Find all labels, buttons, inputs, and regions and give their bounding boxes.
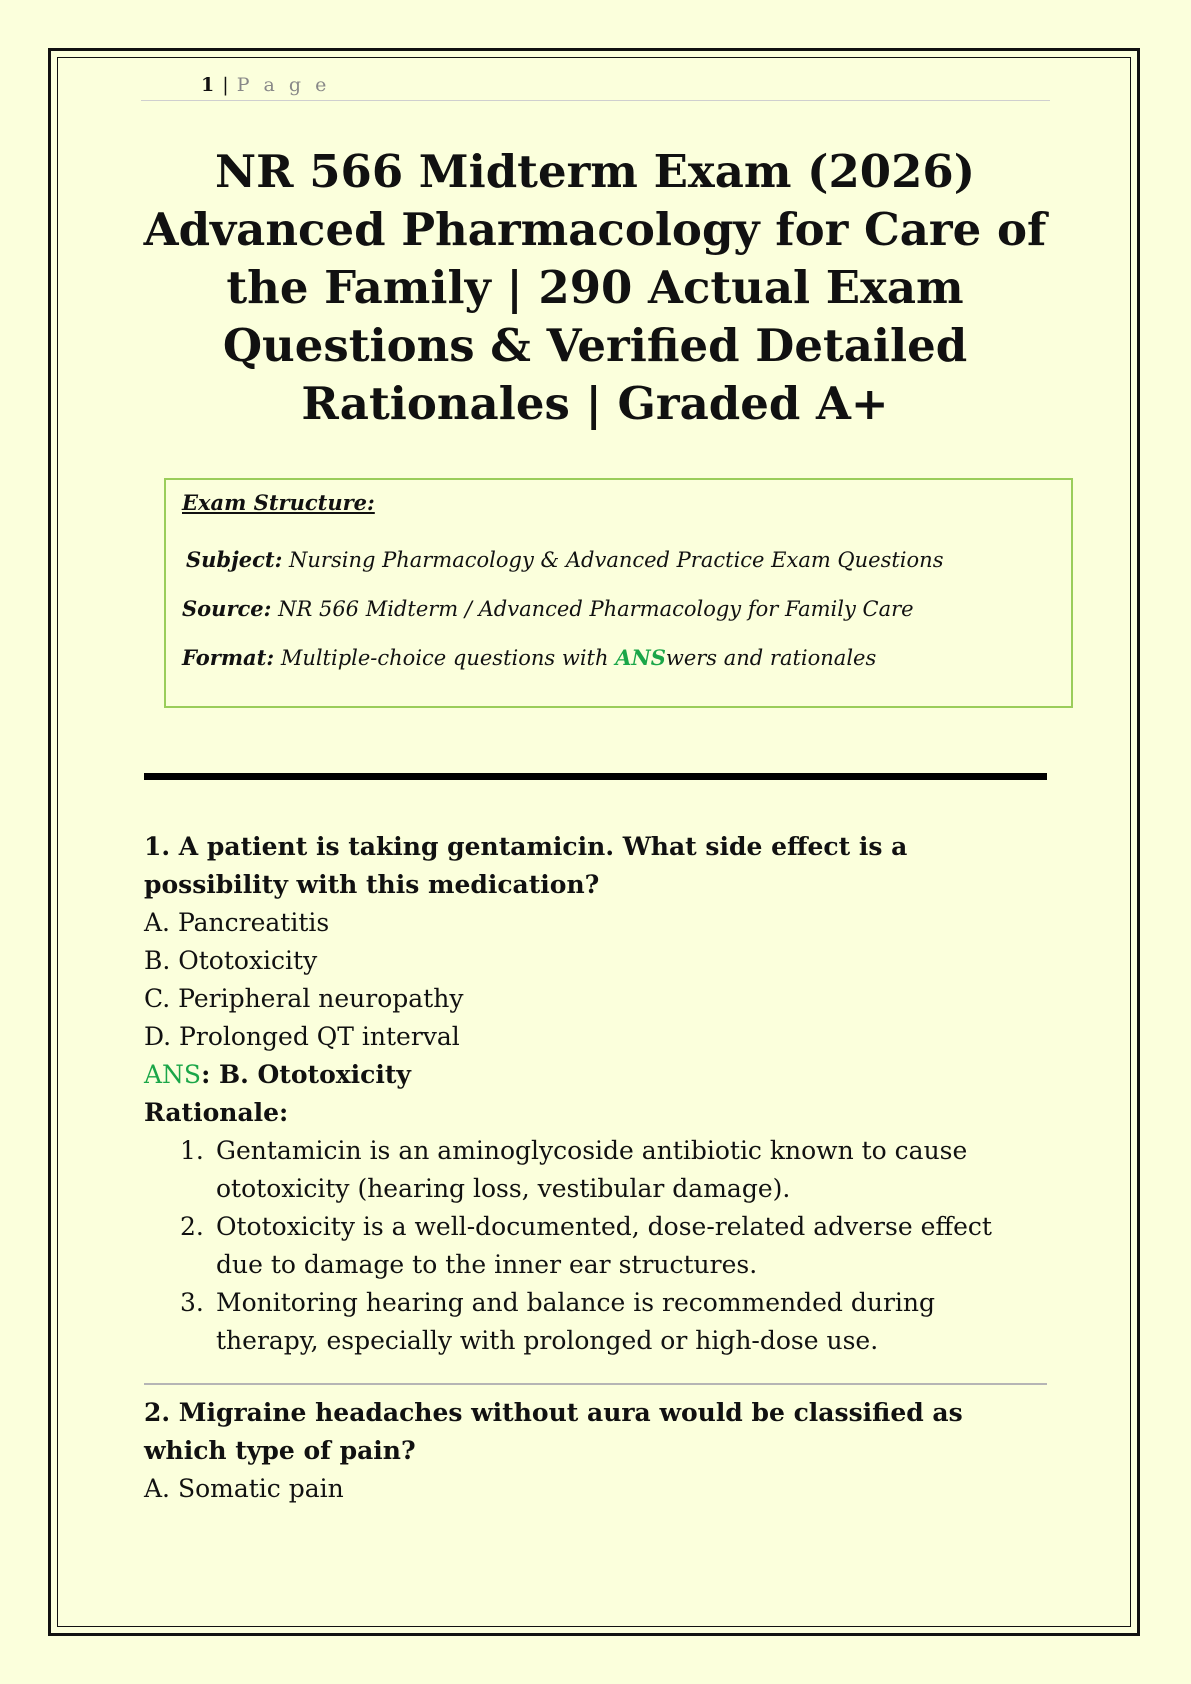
question-stem: 2. Migraine headaches without aura would be classified as which type of pain? (144, 1398, 963, 1465)
rationale-item: Gentamicin is an aminoglycoside antibiotic known to cause ototoxicity (hearing loss, vestibular damage). (216, 1136, 968, 1203)
page-number-value: 1 (201, 74, 216, 96)
format-text-rest: wers and rationales (665, 646, 877, 670)
page-separator: | (222, 74, 230, 96)
rationale-label: Rationale: (144, 1098, 289, 1127)
exam-structure-heading: Exam Structure: (182, 490, 375, 515)
page-label: P a g e (236, 74, 331, 96)
rationale-item: Ototoxicity is a well-documented, dose-related adverse effect due to damage to the inner ear structures. (216, 1212, 992, 1279)
source-label: Source: (182, 596, 272, 621)
page-header (141, 72, 1050, 101)
format-text: Multiple-choice questions with (280, 646, 609, 670)
question-divider (144, 1383, 1047, 1385)
option-a: A. Pancreatitis (144, 908, 330, 937)
rationale-list (144, 1132, 1044, 1360)
subject-label: Subject: (186, 547, 283, 572)
answer-label: ANS (144, 1060, 202, 1089)
subject-value: Nursing Pharmacology & Advanced Practice Exam Questions (289, 548, 944, 572)
source-line (182, 596, 914, 621)
document-title: NR 566 Midterm Exam (2026) Advanced Pharmacology for Care of the Family | 290 Actual Exam Questions & Verified Detailed Rationales | Graded A+ (143, 145, 1047, 430)
option-b: B. Ototoxicity (144, 946, 318, 975)
question-1 (144, 828, 1044, 1360)
question-stem: 1. A patient is taking gentamicin. What side effect is a possibility with this medication? (144, 832, 908, 899)
question-2 (144, 1394, 1044, 1508)
source-value: NR 566 Midterm / Advanced Pharmacology for Family Care (278, 597, 914, 621)
format-ans-highlight: ANS (615, 645, 666, 670)
format-label: Format: (182, 645, 275, 670)
exam-structure-box (164, 478, 1073, 708)
option-d: D. Prolonged QT interval (144, 1022, 460, 1051)
answer-line (144, 1056, 1044, 1094)
option-a: A. Somatic pain (144, 1474, 344, 1503)
answer-text: : B. Ototoxicity (201, 1060, 411, 1089)
subject-line (186, 547, 943, 572)
option-c: C. Peripheral neuropathy (144, 984, 464, 1013)
section-divider-thick (144, 773, 1047, 780)
rationale-item: Monitoring hearing and balance is recommended during therapy, especially with prolonged or high-dose use. (216, 1288, 936, 1355)
format-line (182, 645, 876, 670)
page-number (201, 74, 330, 96)
